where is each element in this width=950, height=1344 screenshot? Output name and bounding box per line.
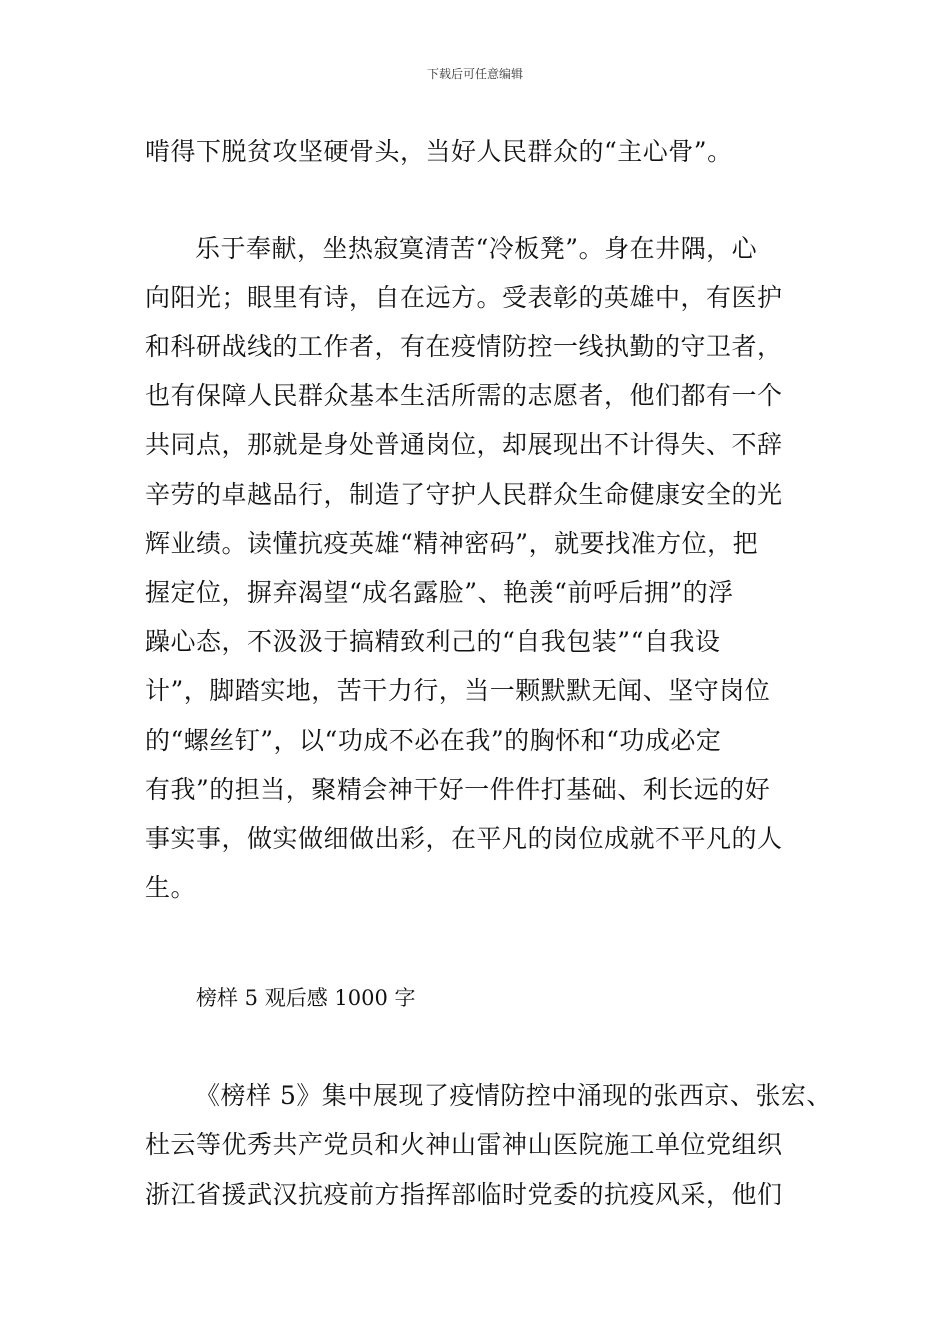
text-line: 也有保障人民群众基本生活所需的志愿者，他们都有一个 xyxy=(145,381,783,410)
text-line: 向阳光；眼里有诗，自在远方。受表彰的英雄中，有医护 xyxy=(145,283,783,312)
text-line: 乐于奉献，坐热寂寞清苦“冷板凳”。身在井隅，心 xyxy=(195,234,758,263)
text-line: 《榜样 5》集中展现了疫情防控中涌现的张西京、张宏、 xyxy=(195,1081,832,1110)
text-line: 啃得下脱贫攻坚硬骨头，当好人民群众的“主心骨”。 xyxy=(145,137,733,166)
text-line: 辉业绩。读懂抗疫英雄“精神密码”，就要找准方位，把 xyxy=(145,529,759,558)
text-line: 躁心态，不汲汲于搞精致利己的“自我包装”“自我设 xyxy=(145,627,721,656)
text-line: 有我”的担当，聚精会神干好一件件打基础、利长远的好 xyxy=(145,775,771,804)
text-line: 和科研战线的工作者，有在疫情防控一线执勤的守卫者， xyxy=(145,332,783,361)
text-line: 生。 xyxy=(145,873,197,902)
text-line: 共同点，那就是身处普通岗位，却展现出不计得失、不辞 xyxy=(145,430,783,459)
page-header: 下载后可任意编辑 xyxy=(426,67,523,81)
text-line: 浙江省援武汉抗疫前方指挥部临时党委的抗疫风采，他们 xyxy=(145,1180,783,1209)
text-line: 计”，脚踏实地，苦干力行，当一颗默默无闻、坚守岗位 xyxy=(145,676,771,705)
section-heading: 榜样 5 观后感 1000 字 xyxy=(196,986,416,1010)
text-line: 杜云等优秀共产党员和火神山雷神山医院施工单位党组织 xyxy=(145,1130,783,1159)
text-line: 事实事，做实做细做出彩，在平凡的岗位成就不平凡的人 xyxy=(145,824,783,853)
text-line: 辛劳的卓越品行，制造了守护人民群众生命健康安全的光 xyxy=(145,480,783,509)
text-line: 的“螺丝钉”，以“功成不必在我”的胸怀和“功成必定 xyxy=(145,726,722,755)
text-line: 握定位，摒弃渴望“成名露脸”、艳羡“前呼后拥”的浮 xyxy=(145,578,734,607)
